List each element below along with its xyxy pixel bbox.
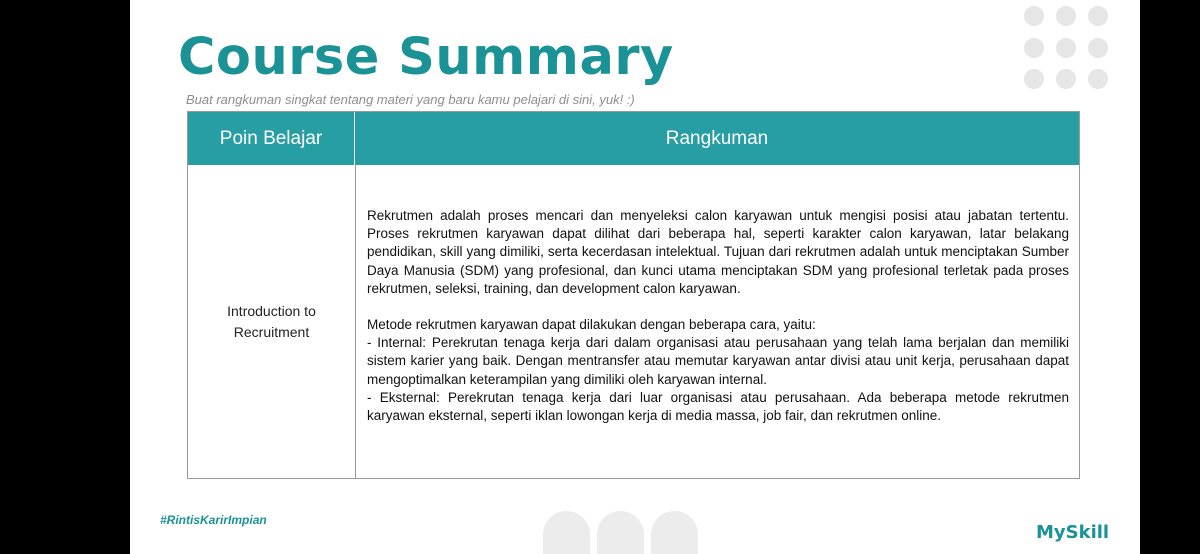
summary-paragraph: Rekrutmen adalah proses mencari dan menyeleksi calon karyawan untuk mengisi posisi atau jabatan tertentu. Proses rekrutmen karyawan dapat dilihat dari beberapa hal, seperti karakter calon karyawan, latar belakang pendidikan, skill yang dimiliki, serta kecerdasan intelektual. Tujuan dari rekrutmen adalah untuk menciptakan Sumber Daya Manusia (SDM) yang profesional, dan kunci utama menciptakan SDM yang profesional terletak pada proses rekrutmen, seleksi, training, dan development calon karyawan. bbox=[367, 208, 1069, 296]
topic-text: Introduction to Recruitment bbox=[227, 302, 316, 340]
decorative-arch bbox=[543, 511, 590, 554]
column-divider bbox=[355, 165, 356, 478]
decorative-dot-grid bbox=[1024, 6, 1124, 92]
presentation-slide bbox=[130, 0, 1140, 554]
table-cell-topic bbox=[188, 165, 355, 478]
decorative-arch bbox=[597, 511, 644, 554]
hashtag-label: #RintisKarirImpian bbox=[160, 513, 267, 527]
table-cell-summary bbox=[367, 207, 1069, 425]
brand-logo: MySkill bbox=[1036, 522, 1110, 543]
column-header-learning-point: Poin Belajar bbox=[188, 112, 355, 165]
summary-external-method: - Eksternal: Perekrutan tenaga kerja dari luar organisasi atau perusahaan. Ada beberapa metode rekrutmen karyawan eksternal, seperti iklan lowongan kerja di media massa, job fair, dan rekrutmen online. bbox=[367, 389, 1069, 424]
slide-subtitle: Buat rangkuman singkat tentang materi yang baru kamu pelajari di sini, yuk! :) bbox=[186, 92, 635, 107]
column-header-summary: Rangkuman bbox=[355, 112, 1079, 165]
summary-internal-method: - Internal: Perekrutan tenaga kerja dari dalam organisasi atau perusahaan yang telah lama berjalan dan memiliki sistem karier yang baik. Dengan mentransfer atau memutar karyawan antar divisi atau unit kerja, perusahaan dapat mengoptimalkan keterampilan yang dimiliki oleh karyawan internal. bbox=[367, 335, 1069, 387]
slide-title: Course Summary bbox=[178, 28, 674, 87]
summary-methods-intro: Metode rekrutmen karyawan dapat dilakukan dengan beberapa cara, yaitu: bbox=[367, 317, 816, 333]
decorative-arch bbox=[651, 511, 698, 554]
summary-table bbox=[187, 111, 1080, 479]
